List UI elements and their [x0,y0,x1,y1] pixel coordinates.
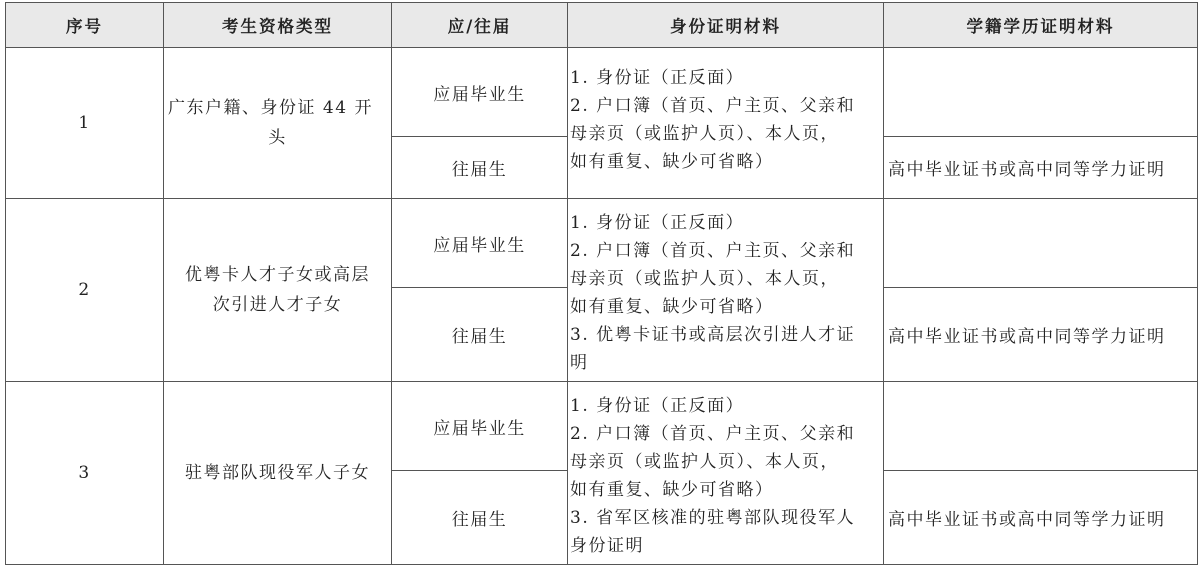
doc-line: 母亲页（或监护人页）、本人页， [570,452,839,472]
education-docs-cell: 高中毕业证书或高中同等学力证明 [884,288,1198,382]
identity-documents-cell [568,382,884,565]
doc-line: 2. 户口簿（首页、户主页、父亲和 [570,241,856,261]
doc-line: 1. 身份证（正反面） [570,68,745,88]
doc-line: 身份证明 [570,536,644,556]
qualification-type-line: 次引进人才子女 [212,295,343,315]
row-index: 3 [6,382,164,565]
doc-line: 2. 户口簿（首页、户主页、父亲和 [570,424,856,444]
qualification-type-line: 头 [268,128,287,148]
doc-line: 母亲页（或监护人页）、本人页， [570,269,839,289]
qualification-type-cell [164,382,392,565]
table-row [6,48,1198,137]
doc-line: 如有重复、缺少可省略） [570,480,774,500]
identity-documents-cell [568,199,884,382]
row-index: 2 [6,199,164,382]
education-docs-cell [884,199,1198,288]
education-docs-cell: 高中毕业证书或高中同等学力证明 [884,137,1198,199]
education-docs-cell: 高中毕业证书或高中同等学力证明 [884,471,1198,565]
status-past-graduate: 往届生 [392,137,568,199]
doc-line: 2. 户口簿（首页、户主页、父亲和 [570,96,856,116]
doc-line: 如有重复、缺少可省略） [570,152,774,172]
status-past-graduate: 往届生 [392,471,568,565]
qualification-type-cell [164,48,392,199]
status-current-graduate: 应届毕业生 [392,48,568,137]
table-row [6,199,1198,288]
header-index: 序号 [6,3,164,48]
header-qualification-type: 考生资格类型 [164,3,392,48]
status-current-graduate: 应届毕业生 [392,199,568,288]
doc-line: 1. 身份证（正反面） [570,396,745,416]
doc-line: 1. 身份证（正反面） [570,213,745,233]
doc-line: 3. 优粤卡证书或高层次引进人才证 [570,325,856,345]
header-graduate-status: 应/往届 [392,3,568,48]
qualification-type-line: 优粤卡人才子女或高层 [185,265,370,285]
table-row [6,382,1198,471]
identity-documents-cell [568,48,884,199]
education-docs-cell [884,48,1198,137]
header-identity-documents: 身份证明材料 [568,3,884,48]
doc-line: 母亲页（或监护人页）、本人页， [570,124,839,144]
qualification-table [5,2,1198,565]
education-docs-cell [884,382,1198,471]
doc-line: 3. 省军区核准的驻粤部队现役军人 [570,508,856,528]
header-row [6,3,1198,48]
qualification-type-line: 驻粤部队现役军人子女 [185,463,370,483]
doc-line: 如有重复、缺少可省略） [570,297,774,317]
qualification-type-line: 广东户籍、身份证 44 开 [168,98,373,118]
header-education-documents: 学籍学历证明材料 [884,3,1198,48]
row-index: 1 [6,48,164,199]
qualification-type-cell [164,199,392,382]
doc-line: 明 [570,353,589,373]
status-current-graduate: 应届毕业生 [392,382,568,471]
status-past-graduate: 往届生 [392,288,568,382]
